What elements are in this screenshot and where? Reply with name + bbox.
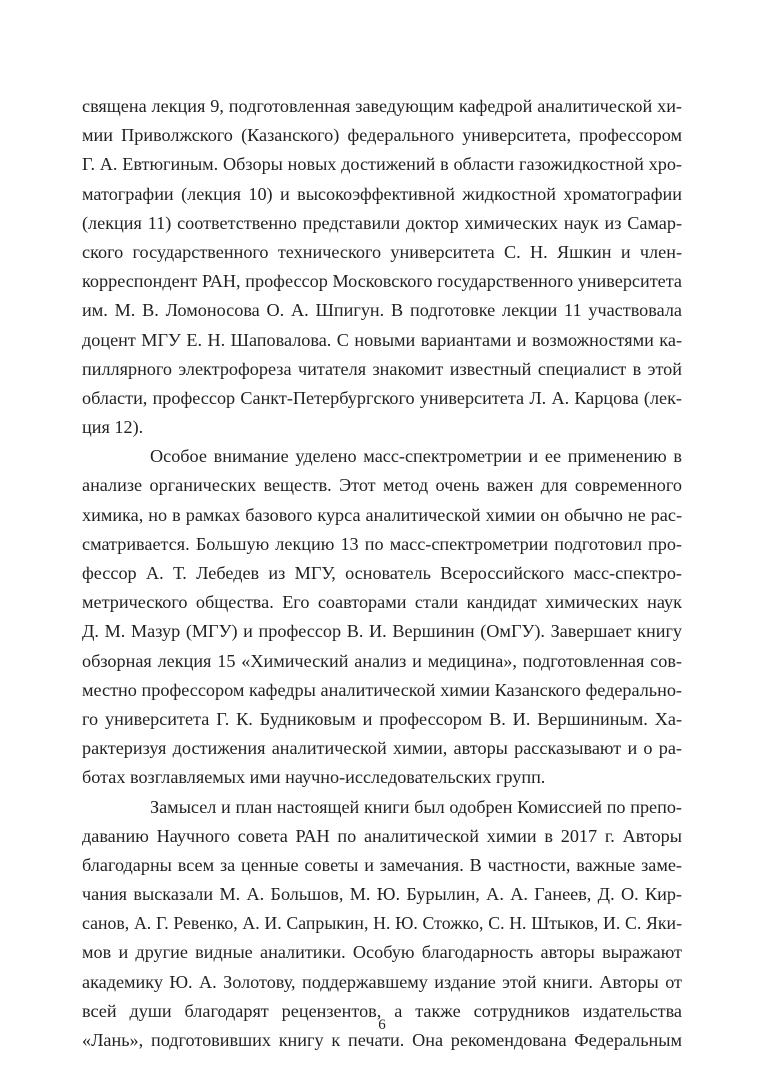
text-line: анализе органических веществ. Этот метод очень важен для современного [82,475,682,496]
text-line: корреспондент РАН, профессор Московского государственного университета [82,271,682,292]
text-line: «Лань», подготовивших книгу к печати. Она рекомендована Федеральным [82,1030,682,1050]
text-line: ция 12). [82,417,144,438]
text-line: санов, А. Г. Ревенко, А. И. Сапрыкин, Н. Ю. Стожко, С. Н. Штыков, И. С. Яки- [82,913,682,934]
text-line: обзорная лекция 15 «Химический анализ и медицина», подготовленная сов- [82,650,682,671]
text-line: химика, но в рамках базового курса аналитической химии он обычно не рас- [82,504,682,525]
text-line: чания высказали М. А. Большов, М. Ю. Бурылин, А. А. Ганеев, Д. О. Кир- [82,884,682,905]
paragraph-lectures-overview [82,92,682,442]
text-line: мии Приволжского (Казанского) федерального университета, профессором [82,125,682,146]
text-line: сматривается. Большую лекцию 13 по масс-спектрометрии подготовил про- [82,533,682,554]
text-line: метрического общества. Его соавторами стали кандидат химических наук [82,592,682,613]
text-line: мов и другие видные аналитики. Особую благодарность авторы выражают [82,942,682,963]
text-line: всей души благодарят рецензентов, а также сотрудников издательства [82,1000,682,1021]
text-line: им. М. В. Ломоносова О. А. Шпигун. В подготовке лекции 11 участвовала [82,300,682,321]
text-line: пиллярного электрофореза читателя знакомит известный специалист в этой [82,358,682,379]
text-line: (лекция 11) соответственно представили доктор химических наук из Самар- [82,212,682,233]
text-line: академику Ю. А. Золотову, поддержавшему издание этой книги. Авторы от [82,971,682,992]
text-line: даванию Научного совета РАН по аналитической химии в 2017 г. Авторы [82,825,682,846]
text-line: Г. А. Евтюгиным. Обзоры новых достижений в области газожидкостной хро- [82,154,682,175]
text-line: доцент МГУ Е. Н. Шаповалова. С новыми вариантами и возможностями ка- [82,329,682,350]
text-line: го университета Г. К. Будниковым и профессором В. И. Вершининым. Ха- [82,708,682,729]
text-line: рактеризуя достижения аналитической химии, авторы рассказывают и о ра- [82,738,682,759]
paragraph-mass-spectrometry [82,442,682,792]
text-line: местно профессором кафедры аналитической химии Казанского федерально- [82,679,682,700]
text-line: матографии (лекция 10) и высокоэффективной жидкостной хроматографии [82,183,682,204]
body-text [82,92,682,1055]
text-line: фессор А. Т. Лебедев из МГУ, основатель Всероссийского масс-спектро- [82,563,682,583]
text-line: Особое внимание уделено масс-спектрометрии и ее применению в [150,446,682,467]
text-line: священа лекция 9, подготовленная заведующим кафедрой аналитической хи- [82,96,682,116]
page-number: 6 [378,1017,386,1033]
text-line: благодарны всем за ценные советы и замечания. В частности, важные заме- [82,854,682,875]
text-line: ского государственного технического университета С. Н. Яшкин и член- [82,241,682,262]
text-line: области, профессор Санкт-Петербургского университета Л. А. Карцова (лек- [82,387,682,408]
text-line: Д. М. Мазур (МГУ) и профессор В. И. Вершинин (ОмГУ). Завершает книгу [82,621,682,642]
text-line: ботах возглавляемых ими научно-исследовательских групп. [82,767,546,788]
text-line: Замысел и план настоящей книги был одобрен Комиссией по препо- [150,796,682,817]
